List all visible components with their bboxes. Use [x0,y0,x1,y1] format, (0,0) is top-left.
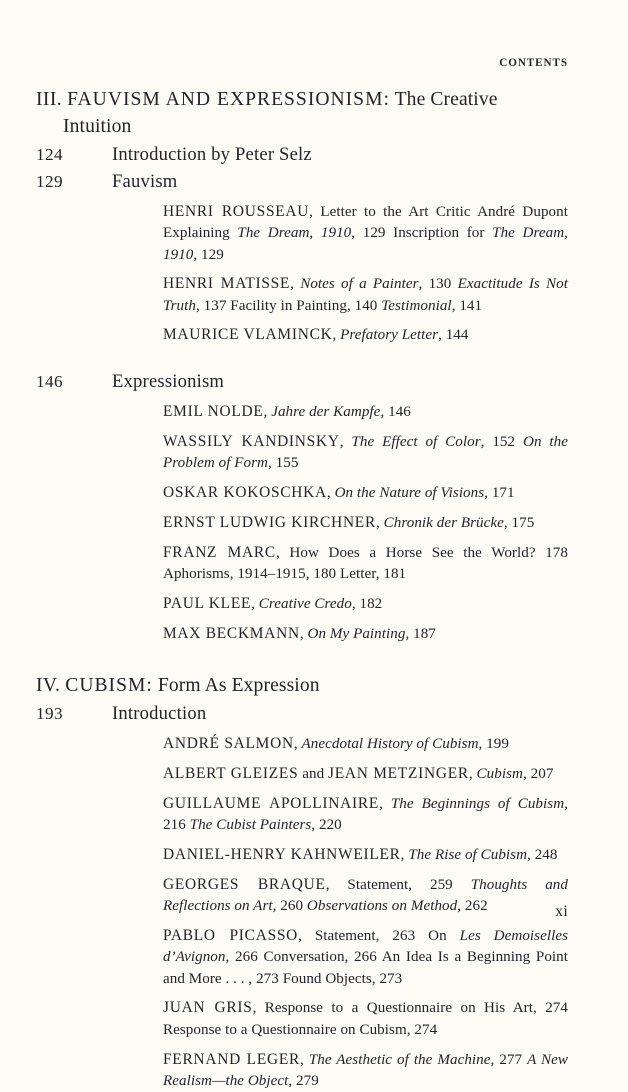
entry-author: MAX BECKMANN [163,624,300,642]
entry-author: ERNST LUDWIG KIRCHNER [163,513,376,531]
part-title-rest-iv: Form As Expression [157,674,320,696]
part-title-caps-iii: FAUVISM AND EXPRESSIONISM: [67,89,390,110]
section-label: Expressionism [112,370,225,392]
entry-title: The Beginnings of Cubism [390,796,565,813]
entry-group-expressionism [163,401,568,645]
toc-entry[interactable]: PAUL KLEE, Creative Credo, 182 [163,594,383,612]
entry-title: Cubism [476,766,523,783]
toc-entry[interactable]: EMIL NOLDE, Jahre der Kampfe, 146 [163,403,411,421]
part-heading-iv [36,672,568,699]
entry-text: , 207 [522,766,554,783]
toc-entry[interactable]: JUAN GRIS, Response to a Questionnaire on His Art, 274 Response to a Questionnaire on Cubism, 274 [163,999,568,1038]
entry-text: , 277 [490,1051,523,1068]
entry-text: Inscription for [385,225,493,242]
entry-title: Notes of a Painter [300,276,419,293]
entry-text: , 248 [527,847,558,864]
toc-entry[interactable]: MAX BECKMANN, On My Painting, 187 [163,624,436,642]
toc-entry[interactable]: PABLO PICASSO, Statement, 263 On Les Demoiselles d’Avignon, 266 Conversation, 266 An Idea Is a Beginning Point and More . . . , 273 Found Objects, 273 [163,927,569,987]
entry-text: , 220 [311,817,342,834]
section-page-number: 193 [36,703,63,723]
toc-entry[interactable]: GUILLAUME APOLLINAIRE, The Beginnings of Cubism, 216 The Cubist Painters, 220 [163,795,568,834]
entry-title: Chronik der Brücke [383,514,504,531]
toc-entry[interactable]: WASSILY KANDINSKY, The Effect of Color, 152 On the Problem of Form, 155 [163,433,569,472]
entry-title: A New Realism—the Object [163,1051,569,1089]
part-number-iv: IV. [36,674,61,696]
entry-title: On My Painting [307,625,406,642]
entry-text: , 187 [405,625,436,642]
entry-text: , 175 [503,514,535,531]
entry-text: Letter to the Art Critic André Dupont Explaining [163,204,568,242]
entry-author: GEORGES BRAQUE [163,875,326,893]
part-title-rest-iii: The Creative [394,89,498,110]
entry-title: Thoughts and Reflections on Art [163,876,568,915]
entry-title: The Cubist Painters [189,817,312,834]
entry-author: DANIEL-HENRY KAHNWEILER [163,846,401,864]
entry-title: The Effect of Color [351,434,481,451]
entry-text [515,434,523,450]
toc-section-row[interactable] [36,369,568,396]
entry-text: , 130 [418,276,452,293]
entry-text [453,877,471,893]
toc-entry[interactable]: FERNAND LEGER, The Aesthetic of the Machine, 277 A New Realism—the Object, 279 [163,1050,569,1089]
entry-text: Facility in Painting, 140 [226,297,378,314]
section-label: Introduction by Peter Selz [112,144,312,165]
part-heading-iii [36,86,568,140]
entry-author: HENRI MATISSE [163,275,291,293]
part-title-caps-iv: CUBISM: [65,674,153,696]
toc-body [36,86,568,1092]
entry-text: , 129 [351,225,386,242]
entry-author: GUILLAUME APOLLINAIRE [163,795,380,813]
entry-author: ANDRÉ SALMON [163,735,294,753]
entry-text: , 216 [163,796,568,834]
entry-text: , 137 [195,297,227,314]
entry-text: , 129 [193,246,224,263]
entry-group-fauvism [163,201,568,347]
entry-text: Conversation, 266 [257,949,377,966]
entry-text: An Idea Is a Beginning Point and More . . . , 273 [163,949,569,987]
entry-author: PAUL KLEE [163,594,252,612]
running-head: CONTENTS [499,57,568,69]
toc-entry[interactable]: DANIEL-HENRY KAHNWEILER, The Rise of Cubism, 248 [163,846,558,864]
section-label: Introduction [112,702,207,724]
toc-entry[interactable]: FRANZ MARC, How Does a Horse See the World? 178 Aphorisms, 1914–1915, 180 Letter, 181 [163,543,569,583]
entry-text: , 155 [268,455,299,472]
section-page-number: 146 [36,371,63,391]
toc-entry[interactable]: OSKAR KOKOSCHKA, On the Nature of Visions, 171 [163,484,515,502]
entry-text: , 144 [438,327,469,344]
entry-author: FERNAND LEGER [163,1050,301,1068]
part-title-continuation-iii: Intuition [63,116,132,137]
toc-entry[interactable]: ERNST LUDWIG KIRCHNER, Chronik der Brücke, 175 [163,513,535,531]
entry-title: Anecdotal History of Cubism [301,736,479,753]
entry-author: JUAN GRIS [163,999,253,1017]
toc-section-row[interactable] [36,701,568,728]
entry-text: How Does a Horse See the World? 178 Aphorisms, 1914–1915, 180 [163,544,569,583]
entry-title: The Rise of Cubism [408,847,528,864]
toc-entry[interactable]: ANDRÉ SALMON, Anecdotal History of Cubism, 199 [163,735,509,753]
entry-title: The Aesthetic of the Machine [308,1051,491,1068]
entry-text: Found Objects, 273 [278,970,403,987]
entry-title: The Dream, 1910 [163,225,568,263]
toc-entry[interactable]: HENRI ROUSSEAU, Letter to the Art Critic André Dupont Explaining The Dream, 1910, 129 Inscription for The Dream, 1910, 129 [163,203,568,263]
entry-author: WASSILY KANDINSKY [163,433,340,451]
entry-text: Letter, 181 [336,566,407,583]
entry-title: Creative Credo [258,595,352,612]
entry-title: Les Demoiselles d’Avignon [163,928,569,966]
entry-title: Exactitude Is Not Truth [163,276,568,314]
section-page-number: 124 [36,145,63,164]
entry-title: The Dream, 1910 [237,225,352,242]
entry-author: PABLO PICASSO [163,927,299,945]
entry-author: ALBERT GLEIZES [163,765,299,783]
entry-author: OSKAR KOKOSCHKA [163,484,327,502]
entry-text: , 182 [351,595,383,612]
spacer [36,347,568,369]
entry-author: JEAN METZINGER [328,765,469,783]
toc-entry[interactable]: GEORGES BRAQUE, Statement, 259 Thoughts and Reflections on Art, 260 Observations on Method, 262 [163,875,568,915]
entry-title: On the Nature of Visions [334,485,485,502]
entry-text: , 146 [380,404,411,421]
entry-text: On [415,928,460,945]
entry-text: Statement, 263 [314,928,416,945]
entry-text: , 141 [451,297,483,314]
part-number-iii: III. [36,89,63,110]
entry-text: , 279 [288,1072,319,1089]
entry-text: , 199 [478,736,509,753]
toc-entry[interactable]: MAURICE VLAMINCK, Prefatory Letter, 144 [163,326,469,344]
entry-text: , 262 [457,898,488,915]
entry-title: On the Problem of Form [163,434,569,472]
section-page-number: 129 [36,171,63,191]
entry-text: , 266 [225,949,258,966]
folio-page-number: xi [555,903,568,920]
toc-entry[interactable]: ALBERT GLEIZES and JEAN METZINGER, Cubism, 207 [163,765,554,783]
entry-title: Observations on Method [306,898,458,915]
entry-text: Response to a Questionnaire on His Art, 274 Response to a Questionnaire on Cubism, 274 [163,1000,568,1038]
entry-title: Jahre der Kampfe [271,404,381,421]
entry-author: MAURICE VLAMINCK [163,326,333,344]
entry-author: FRANZ MARC [163,543,276,561]
entry-text: , 152 [480,434,516,451]
toc-section-row[interactable] [36,142,568,169]
section-label: Fauvism [112,170,178,192]
entry-text: , 260 [272,898,304,915]
entry-title: Prefatory Letter [340,327,439,344]
entry-author: EMIL NOLDE [163,403,264,421]
toc-section-row[interactable] [36,169,568,196]
spacer [36,645,568,672]
toc-entry[interactable]: HENRI MATISSE, Notes of a Painter, 130 Exactitude Is Not Truth, 137 Facility in Painting, 140 Testimonial, 141 [163,275,568,314]
entry-title: Testimonial [381,297,452,314]
entry-text: , 171 [484,485,515,502]
entry-author: HENRI ROUSSEAU [163,203,310,220]
entry-text: Statement, 259 [347,876,453,893]
